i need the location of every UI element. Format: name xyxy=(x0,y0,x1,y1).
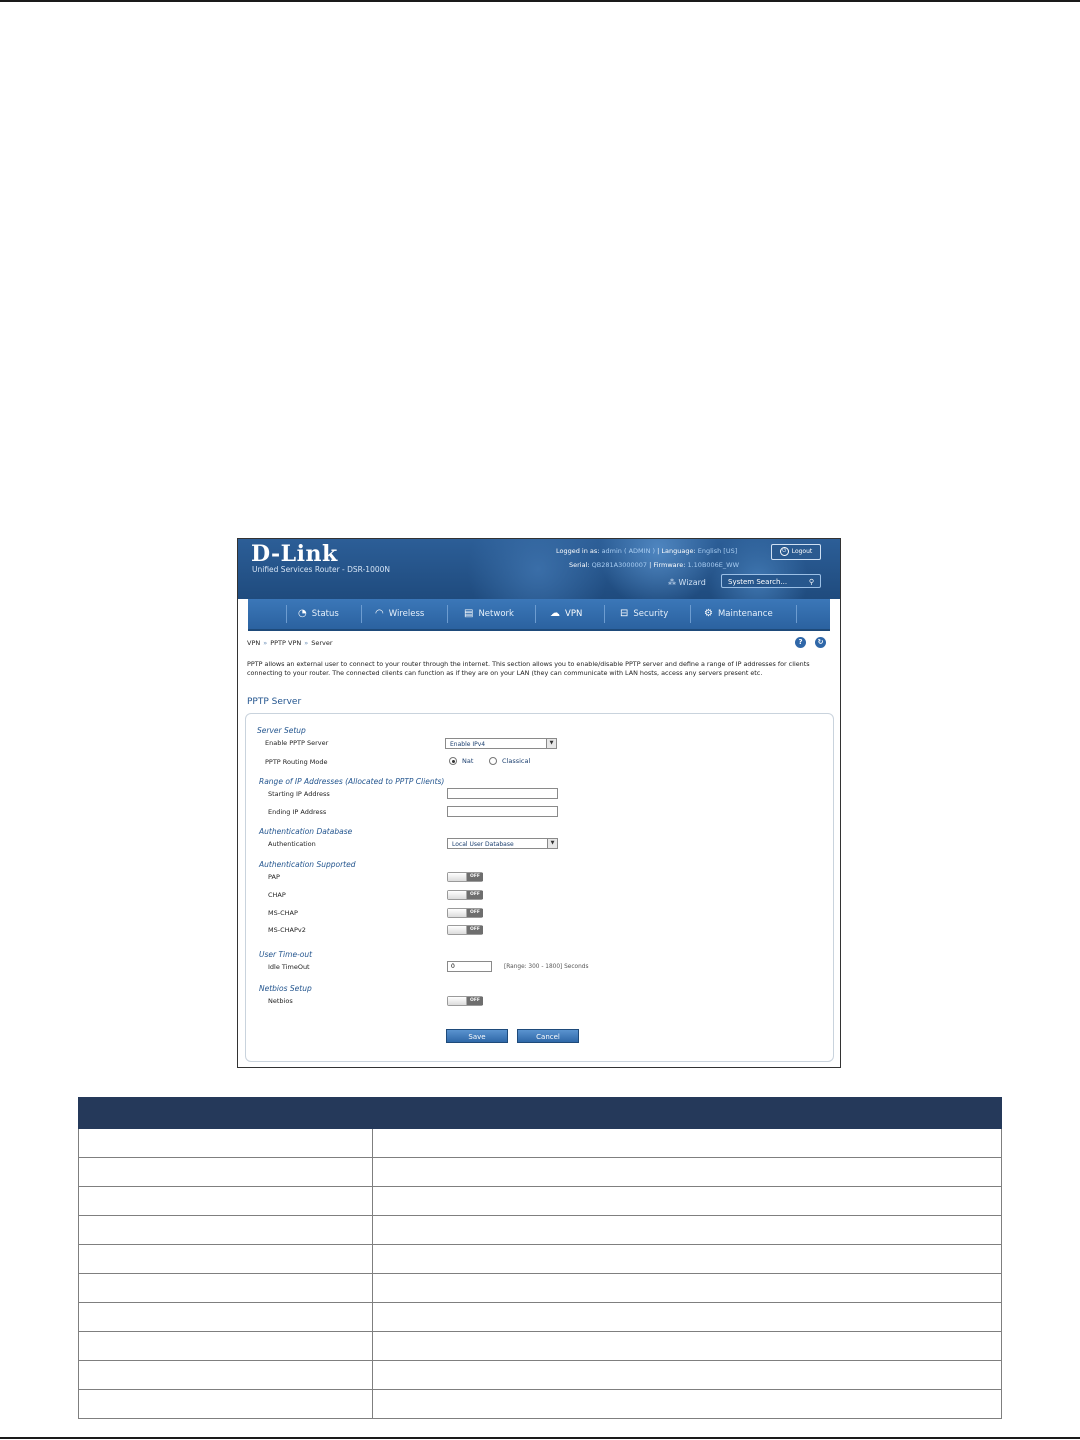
device-info: Serial: QB281A3000007 | Firmware: 1.10B006E_WW xyxy=(569,561,740,569)
logged-in-label: Logged in as: xyxy=(556,547,600,555)
breadcrumb-pptp-vpn[interactable]: PPTP VPN xyxy=(270,639,302,647)
toggle-knob xyxy=(448,909,467,917)
power-icon: ⏻ xyxy=(780,547,789,556)
table-row xyxy=(79,1187,1002,1216)
page-description: PPTP allows an external user to connect to your router through the internet. This section allows you to enable/disable PPTP server and define a range of IP addresses for clients connecting to your router. The connected clients can function as if they are on your LAN (they can communicate with LAN hosts, access any servers present etc. xyxy=(247,660,810,677)
ms-chapv2-label: MS-CHAPv2 xyxy=(268,926,306,934)
firmware-value: 1.10B006E_WW xyxy=(687,561,740,569)
nav-separator xyxy=(447,605,448,623)
header-banner xyxy=(238,539,840,599)
toggle-knob xyxy=(448,926,467,934)
section-netbios: Netbios Setup xyxy=(259,984,312,993)
product-tagline: Unified Services Router - DSR-1000N xyxy=(252,565,390,574)
gears-icon: ⚙ xyxy=(704,608,713,619)
table-cell xyxy=(79,1245,373,1274)
idle-timeout-input[interactable]: 0 xyxy=(447,961,492,972)
table-row xyxy=(79,1390,1002,1419)
radio-unselected-icon xyxy=(489,757,497,765)
logout-button[interactable] xyxy=(771,544,821,560)
nav-status[interactable] xyxy=(298,599,339,629)
chap-toggle[interactable] xyxy=(447,890,483,900)
table-cell xyxy=(373,1332,1002,1361)
table-cell xyxy=(373,1390,1002,1419)
table-row xyxy=(79,1216,1002,1245)
logged-in-user[interactable]: admin ( ADMIN ) xyxy=(601,547,656,555)
nav-security-label: Security xyxy=(633,609,669,619)
nav-wireless[interactable] xyxy=(375,599,424,629)
nav-separator xyxy=(535,605,536,623)
enable-pptp-label: Enable PPTP Server xyxy=(265,739,329,747)
routing-classical-radio[interactable] xyxy=(489,757,530,765)
routing-classical-label: Classical xyxy=(502,757,531,765)
wand-icon: ⁂ xyxy=(668,578,679,587)
firmware-label: Firmware: xyxy=(653,561,686,569)
section-ip-range: Range of IP Addresses (Allocated to PPTP Clients) xyxy=(259,777,445,786)
nav-maintenance[interactable] xyxy=(704,599,773,629)
nav-security[interactable] xyxy=(620,599,668,629)
table-cell xyxy=(79,1216,373,1245)
top-rule xyxy=(0,0,1080,2)
network-icon: ▤ xyxy=(464,608,474,619)
table-row xyxy=(79,1361,1002,1390)
enable-pptp-value: Enable IPv4 xyxy=(450,741,486,748)
table-cell xyxy=(79,1129,373,1158)
section-auth-database: Authentication Database xyxy=(259,827,353,836)
toggle-knob xyxy=(448,891,467,899)
bottom-rule xyxy=(0,1437,1080,1439)
table-cell xyxy=(373,1129,1002,1158)
toggle-state: OFF xyxy=(467,891,483,899)
toggle-state: OFF xyxy=(467,926,483,934)
wizard-label: Wizard xyxy=(678,578,706,587)
table-header-cell xyxy=(79,1098,373,1129)
table-cell xyxy=(373,1274,1002,1303)
search-placeholder: System Search... xyxy=(728,578,788,586)
router-screenshot xyxy=(237,538,841,1068)
section-auth-supported: Authentication Supported xyxy=(259,860,356,869)
refresh-icon[interactable]: ↻ xyxy=(815,637,826,648)
save-button[interactable]: Save xyxy=(446,1029,508,1043)
starting-ip-input[interactable] xyxy=(447,788,558,799)
lock-icon: ⊟ xyxy=(620,608,629,619)
system-search-input[interactable] xyxy=(721,574,821,588)
table-cell xyxy=(373,1245,1002,1274)
nav-network-label: Network xyxy=(478,609,514,619)
language-label: Language: xyxy=(661,547,696,555)
nav-separator xyxy=(690,605,691,623)
breadcrumb-sep: » xyxy=(304,639,309,647)
nav-wireless-label: Wireless xyxy=(388,609,425,619)
ms-chap-label: MS-CHAP xyxy=(268,909,298,917)
nav-maintenance-label: Maintenance xyxy=(717,609,773,619)
table-cell xyxy=(79,1361,373,1390)
page-title: PPTP Server xyxy=(247,697,302,707)
nav-vpn-label: VPN xyxy=(565,609,583,619)
table-cell xyxy=(79,1158,373,1187)
gauge-icon: ◔ xyxy=(298,608,307,619)
routing-nat-label: Nat xyxy=(462,757,474,765)
table-cell xyxy=(373,1303,1002,1332)
wizard-link[interactable] xyxy=(668,578,706,587)
breadcrumb xyxy=(247,639,333,647)
table-cell xyxy=(79,1390,373,1419)
toggle-knob xyxy=(448,997,467,1005)
authentication-value: Local User Database xyxy=(452,841,514,848)
ms-chapv2-toggle[interactable] xyxy=(447,925,483,935)
toggle-state: OFF xyxy=(467,909,483,917)
toggle-state: OFF xyxy=(467,997,483,1005)
table-cell xyxy=(373,1158,1002,1187)
section-server-setup: Server Setup xyxy=(257,726,306,735)
search-icon: ⚲ xyxy=(808,578,814,586)
ms-chap-toggle[interactable] xyxy=(447,908,483,918)
table-header-cell xyxy=(373,1098,1002,1129)
table-row xyxy=(79,1158,1002,1187)
dlink-logo: D-Link xyxy=(251,541,338,567)
routing-mode-label: PPTP Routing Mode xyxy=(265,758,328,766)
parameter-table xyxy=(78,1097,1002,1419)
login-info: Logged in as: admin ( ADMIN ) | Language: English [US] xyxy=(556,547,738,555)
help-icon[interactable]: ? xyxy=(795,637,806,648)
chevron-down-icon: ▼ xyxy=(547,839,557,848)
netbios-label: Netbios xyxy=(268,997,293,1005)
chap-label: CHAP xyxy=(268,891,286,899)
pap-toggle[interactable] xyxy=(447,872,483,882)
toggle-knob xyxy=(448,873,467,881)
table-row xyxy=(79,1274,1002,1303)
nav-separator xyxy=(604,605,605,623)
table-cell xyxy=(79,1274,373,1303)
table-cell xyxy=(373,1361,1002,1390)
pap-label: PAP xyxy=(268,873,280,881)
idle-timeout-hint: [Range: 300 - 1800] Seconds xyxy=(504,964,589,970)
breadcrumb-sep: » xyxy=(263,639,268,647)
vpn-cloud-icon: ☁ xyxy=(550,608,560,619)
authentication-select[interactable] xyxy=(447,838,558,849)
section-user-timeout: User Time-out xyxy=(259,950,313,959)
serial-label: Serial: xyxy=(569,561,590,569)
cancel-button[interactable]: Cancel xyxy=(517,1029,579,1043)
breadcrumb-vpn[interactable]: VPN xyxy=(247,639,261,647)
table-row xyxy=(79,1303,1002,1332)
netbios-toggle[interactable] xyxy=(447,996,483,1006)
table-row xyxy=(79,1129,1002,1158)
routing-nat-radio[interactable] xyxy=(449,757,473,765)
nav-network[interactable] xyxy=(464,599,514,629)
enable-pptp-select[interactable] xyxy=(445,738,557,749)
language-link[interactable]: English [US] xyxy=(697,547,738,555)
table-cell xyxy=(79,1332,373,1361)
table-cell xyxy=(373,1187,1002,1216)
nav-vpn[interactable] xyxy=(550,599,582,629)
ending-ip-label: Ending IP Address xyxy=(268,808,327,816)
nav-separator xyxy=(361,605,362,623)
main-nav xyxy=(248,599,830,631)
serial-value: QB281A3000007 xyxy=(591,561,648,569)
pptp-server-panel xyxy=(245,713,834,1062)
nav-separator xyxy=(286,605,287,623)
nav-separator xyxy=(796,605,797,623)
authentication-label: Authentication xyxy=(268,840,316,848)
radio-selected-icon xyxy=(449,757,457,765)
breadcrumb-server: Server xyxy=(311,639,333,647)
wifi-icon: ◠ xyxy=(375,608,384,619)
ending-ip-input[interactable] xyxy=(447,806,558,817)
table-header-row xyxy=(79,1098,1002,1129)
logout-label: Logout xyxy=(791,548,813,555)
idle-timeout-label: Idle TimeOut xyxy=(268,963,310,971)
chevron-down-icon: ▼ xyxy=(546,739,556,748)
toggle-state: OFF xyxy=(467,873,483,881)
table-cell xyxy=(79,1187,373,1216)
table-row xyxy=(79,1332,1002,1361)
table-row xyxy=(79,1245,1002,1274)
starting-ip-label: Starting IP Address xyxy=(268,790,330,798)
table-cell xyxy=(373,1216,1002,1245)
table-cell xyxy=(79,1303,373,1332)
nav-status-label: Status xyxy=(311,609,339,619)
